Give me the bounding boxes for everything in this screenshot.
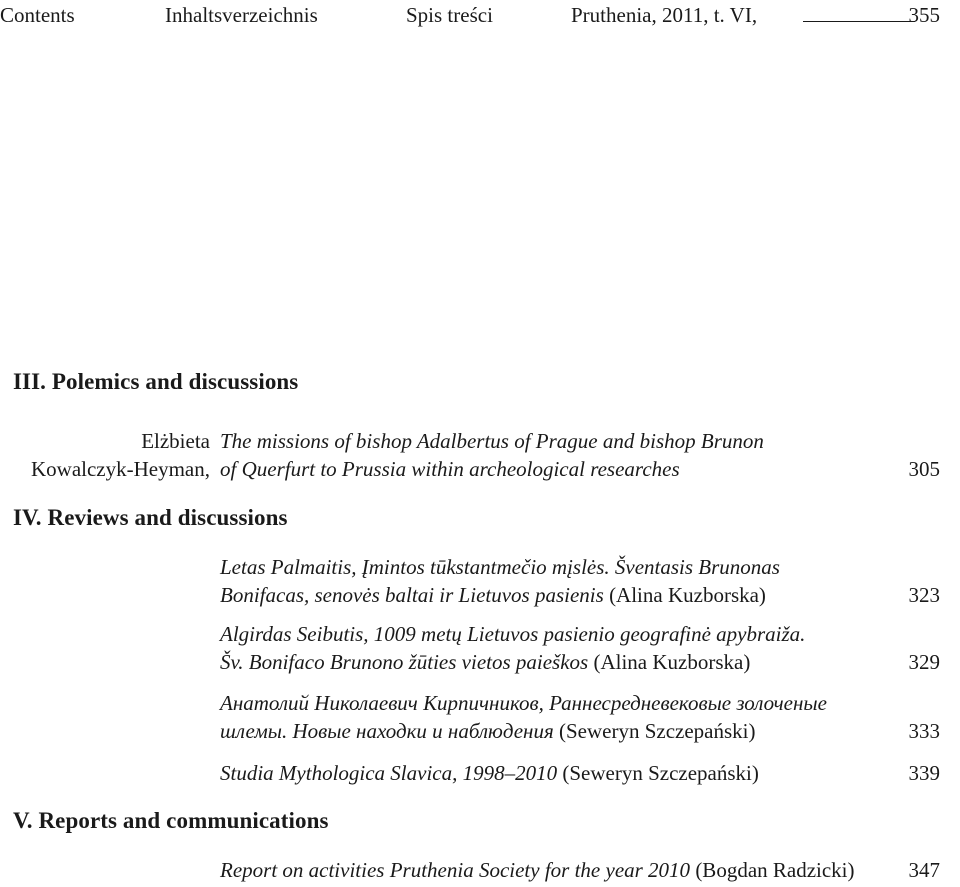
header-inhaltsverzeichnis: Inhaltsverzeichnis [165,3,318,27]
entry-title: Šv. Bonifaco Brunono žūties vietos paieškos [220,650,589,674]
entry-title-line-2 [220,648,750,676]
entry-title-line-1: The missions of bishop Adalbertus of Prague and bishop Brunon [220,429,764,453]
entry-page-number: 333 [908,719,940,743]
section-heading-reviews: IV. Reviews and discussions [13,505,288,530]
header-journal: Pruthenia, 2011, t. VI, [571,3,758,27]
entry-page-number: 305 [908,457,940,481]
header-rule [803,21,915,22]
entry-page-number: 329 [908,650,940,674]
entry-title-line-1: Анатолий Николаевич Кирпичников, Раннесредневековые золоченые [220,691,827,715]
entry-reviewer: (Seweryn Szczepański) [553,719,756,743]
entry-title: Bonifacas, senovės baltai ir Lietuvos pasienis [220,583,604,607]
entry-page-number: 323 [908,583,940,607]
header-contents: Contents [0,3,75,27]
entry-title: Studia Mythologica Slavica, 1998–2010 [220,761,558,785]
entry-title-line-1: Algirdas Seibutis, 1009 metų Lietuvos pasienio geografinė apybraiža. [220,622,806,646]
entry-title-line-2 [220,581,766,609]
header-spis-tresci: Spis treści [406,3,493,27]
entry-page-number: 339 [908,761,940,785]
entry-reviewer: (Seweryn Szczepański) [557,761,759,785]
entry-author-last: Kowalczyk-Heyman, [30,457,210,481]
entry-page-number: 347 [908,858,940,882]
entry-author-first: Elżbieta [141,429,210,453]
entry-reviewer: (Alina Kuzborska) [603,583,766,607]
entry-title: шлемы. Новые находки и наблюдения [220,719,554,743]
entry-title: Report on activities Pruthenia Society for the year 2010 [220,858,691,882]
entry-title-line-2 [220,717,755,745]
entry-title-line-2: of Querfurt to Prussia within archeological researches [220,457,680,481]
entry-title-line-1 [220,759,759,787]
section-heading-polemics: III. Polemics and discussions [13,369,299,394]
entry-reviewer: (Alina Kuzborska) [588,650,751,674]
entry-title-line-1: Letas Palmaitis, Įmintos tūkstantmečio mįslės. Šventasis Brunonas [220,555,780,579]
header-page-number: 355 [908,3,940,27]
section-heading-reports: V. Reports and communications [13,808,329,833]
entry-reviewer: (Bogdan Radzicki) [690,858,855,882]
entry-title-line-1 [220,856,855,884]
